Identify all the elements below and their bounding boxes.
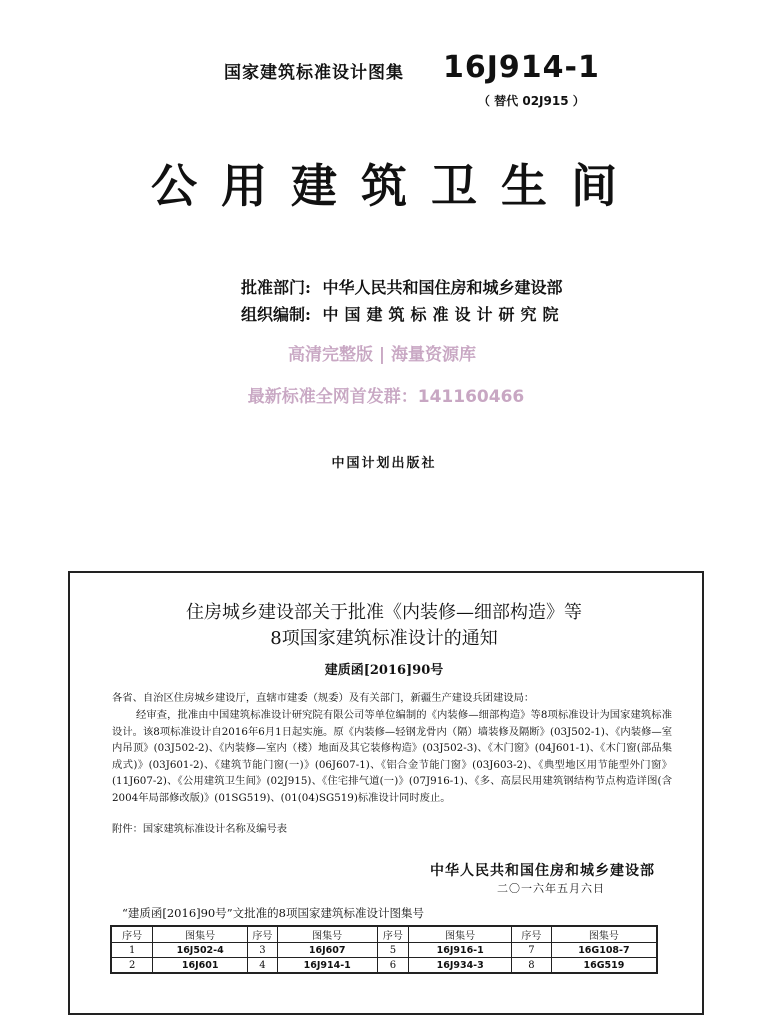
- notice-body: 经审查，批准由中国建筑标准设计研究院有限公司等单位编制的《内装修—细部构造》等8项标准设计为国家建筑标准设计。该8项标准设计自2016年6月1日起实施。原《内装修—轻钢龙骨内（隔）墙装修及隔断》(03J502-1)、《内装修—室内吊顶》(03J502-2)、《内装修—室内（楼）地面及其它装修构造》(03J502-3)、《木门窗》(04J601-1)、《木门窗(部品集成式)》(03J601-2)、《建筑节能门窗(一)》(06J607-1)、《铝合金节能门窗》(03J603-2)、《典型地区用节能型外门窗》(11J607-2)、《公用建筑卫生间》(02J915)、《住宅排气道(一)》(07J916-1)、《多、高层民用建筑钢结构节点构造详图(含2004年局部修改版)》(01SG519)、(01(04)SG519)标准设计同时废止。: [112, 709, 672, 804]
- table-cell: 16J601: [153, 958, 248, 974]
- table-cell: 7: [511, 943, 551, 958]
- watermark-line-1: 高清完整版 | 海量资源库: [287, 345, 477, 365]
- table-row: [111, 943, 657, 958]
- document-number: 建质函[2016]90号: [324, 663, 444, 678]
- watermark-line-2: 最新标准全网首发群：141160466: [247, 387, 525, 407]
- issue-date: 二〇一六年五月六日: [497, 882, 605, 895]
- table-header: 序号: [247, 926, 277, 943]
- table-cell: 16J502-4: [153, 943, 248, 958]
- series-label: 国家建筑标准设计图集: [224, 63, 404, 83]
- table-header: 图集号: [409, 926, 512, 943]
- table-caption: “建质函[2016]90号”文批准的8项国家建筑标准设计图集号: [122, 906, 424, 920]
- compiler-label: 组织编制:: [241, 305, 311, 324]
- atlas-code: 16J914-1: [443, 50, 600, 85]
- notice-title-line-2: 8项国家建筑标准设计的通知: [270, 628, 498, 649]
- approval-label: 批准部门:: [241, 278, 311, 297]
- main-title: 公用建筑卫生间: [151, 159, 641, 213]
- table-cell: 16G519: [551, 958, 657, 974]
- compiler-value: 中国建筑标准设计研究院: [322, 305, 565, 324]
- table-cell: 16J914-1: [277, 958, 377, 974]
- table-header: 图集号: [153, 926, 248, 943]
- table-header-row: [111, 926, 657, 943]
- table-header: 图集号: [551, 926, 657, 943]
- table-header: 序号: [511, 926, 551, 943]
- approval-row: [241, 275, 563, 298]
- table-cell: 3: [247, 943, 277, 958]
- table-cell: 5: [377, 943, 409, 958]
- table-cell: 16J916-1: [409, 943, 512, 958]
- table-cell: 6: [377, 958, 409, 974]
- notice-attachment: 附件：国家建筑标准设计名称及编号表: [112, 823, 288, 835]
- table-cell: 2: [111, 958, 153, 974]
- table-cell: 4: [247, 958, 277, 974]
- approval-value: 中华人民共和国住房和城乡建设部: [322, 278, 563, 297]
- publisher: 中国计划出版社: [331, 456, 437, 471]
- table-row: [111, 958, 657, 974]
- table-header: 序号: [111, 926, 153, 943]
- compiler-row: [241, 302, 565, 325]
- table-cell: 8: [511, 958, 551, 974]
- table-cell: 16J607: [277, 943, 377, 958]
- notice-title-line-1: 住房城乡建设部关于批准《内装修—细部构造》等: [186, 602, 582, 623]
- table-header: 序号: [377, 926, 409, 943]
- table-cell: 1: [111, 943, 153, 958]
- table-cell: 16G108-7: [551, 943, 657, 958]
- atlas-number-table: [110, 925, 658, 974]
- table-header: 图集号: [277, 926, 377, 943]
- replaces-note: （ 替代 02J915 ）: [478, 94, 585, 108]
- signer: 中华人民共和国住房和城乡建设部: [430, 863, 655, 879]
- notice-address: 各省、自治区住房城乡建设厅，直辖市建委（规委）及有关部门，新疆生产建设兵团建设局：: [112, 692, 535, 704]
- table-cell: 16J934-3: [409, 958, 512, 974]
